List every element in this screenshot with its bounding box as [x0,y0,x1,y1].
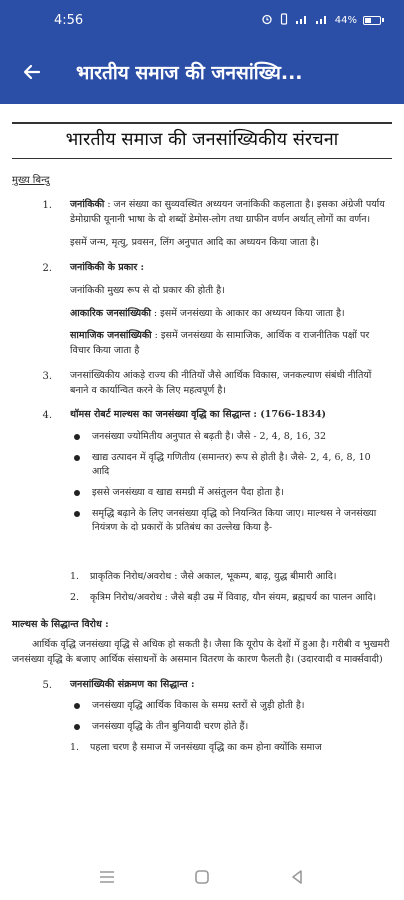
item-1-extra: इसमें जन्म, मृत्यु, प्रवसन, लिंग अनुपात आदि का अध्ययन किया जाता है। [70,236,320,248]
battery-icon [363,16,384,25]
item-text: जनसांख्यिकीय आंकड़े राज्य की नीतियों जैसे आर्थिक विकास, जनकल्याण संबंधी नीतियों बनाने व कार्यान्वित करने के लिए महत्वपूर्ण है। [70,369,372,396]
bullet-dot [74,434,80,440]
list-item-5 [0,678,404,694]
item-number: 4. [42,410,52,422]
sub-item [70,741,386,756]
sub-text: पहला चरण है समाज में जनसंख्या वृद्धि का कम होना क्योंकि समाज [90,741,322,753]
sub-number: 1. [70,741,80,753]
critique-text: आर्थिक वृद्धि जनसंख्या वृद्धि से अधिक हो सकती है। जैसा कि यूरोप के देशों में हुआ है। गरीबी व भुखमरी जनसंख्या वृद्धि के बजाए आर्थिक संसाधनों के असमान वितरण के कारण फैलती है। (उदारवादी व मार्क्सवादी) [12,639,390,666]
back-button[interactable] [14,54,50,90]
battery-text: 44% [334,14,357,26]
status-icons [261,13,384,28]
sub-text: कृत्रिम निरोध/अवरोध : जैसे बड़ी उम्र में विवाह, यौन संयम, ब्रह्मचर्य का पालन आदि। [90,591,377,603]
list-item-1 [0,198,404,227]
square-home-icon [194,869,210,885]
item-2-line: जनांकिकी मुख्य रूप से दो प्रकार की होती है। [70,285,225,297]
section-label: मुख्य बिन्दु [12,174,50,186]
bullet-dot [74,724,80,730]
signal-icon-2 [315,14,329,27]
bullet-dot [74,511,80,517]
bullet-text: जनसंख्या वृद्धि आर्थिक विकास के समग्र स्तरों से जुड़ी होती है। [92,700,305,712]
list-item-4 [0,408,404,424]
status-bar [0,0,404,40]
term-social: सामाजिक जनसांख्यिकी [70,330,152,342]
menu-lines-icon [98,870,116,884]
malthus-bullets [70,430,386,536]
status-time: 4:56 [54,12,84,28]
bullet-text: जनसंख्या वृद्धि के तीन बुनियादी चरण होते हैं। [92,720,249,732]
document-title-box [12,122,392,159]
item-heading: जनांकिकी के प्रकार : [70,261,145,273]
document-title: भारतीय समाज की जनसांख्यिकीय संरचना [65,129,339,150]
bullet-item [70,486,386,501]
item-number: 3. [42,370,52,382]
item-term: जनांकिकी [70,199,105,211]
item-number: 2. [42,262,52,274]
transition-bullets [70,699,386,734]
checks-sublist [70,570,386,605]
sub-item [70,570,386,585]
term-morphological: आकारिक जनसांख्यिकी [70,307,151,319]
term-text: : इसमें जनसंख्या के सामाजिक, आर्थिक व राजनीतिक पक्षों पर विचार किया जाता है [70,330,370,357]
system-nav-bar [0,854,404,900]
item-2-para-2 [70,329,386,358]
signal-icon [295,14,309,27]
item-number: 1. [42,200,52,212]
bullet-text: समृद्धि बढ़ाने के लिए जनसंख्या वृद्धि को नियन्त्रित किया जाए। माल्थस ने जनसंख्या नियंत्रण के दो प्रकारों के प्रतिबंध का उल्लेख किया है- [92,507,377,534]
bullet-text: खाद्य उत्पादन में वृद्धि गणितीय (समान्तर) रूप से होती है। जैसे- 2, 4, 6, 8, 10 आदि [92,451,371,478]
list-item-2 [0,261,404,277]
bullet-item [70,430,386,445]
bullet-text: जनसंख्या ज्योमितीय अनुपात से बढ़ती है। जैसे - 2, 4, 8, 16, 32 [92,430,327,442]
app-bar [0,40,404,104]
bullet-item [70,451,386,480]
sub-number: 2. [70,591,80,603]
bullet-dot [74,490,80,496]
critique-heading: माल्थस के सिद्धान्त विरोध : [12,618,109,630]
bullet-item [70,699,386,714]
bullet-dot [74,455,80,461]
sub-text: प्राकृतिक निरोध/अवरोध : जैसे अकाल, भूकम्प, बाढ़, युद्ध बीमारी आदि। [90,571,337,583]
vibrate-icon [279,13,289,28]
list-item-3 [0,369,404,398]
item-number: 5. [42,679,52,691]
triangle-back-icon [289,869,305,885]
document-viewer[interactable] [0,104,404,854]
item-2-para-1 [70,307,386,322]
home-button[interactable] [187,862,217,892]
alarm-icon [261,13,273,28]
sub-item [70,591,386,606]
bullet-item [70,720,386,735]
sub-number: 1. [70,571,80,583]
nav-back-button[interactable] [282,862,312,892]
recents-button[interactable] [92,862,122,892]
bullet-item [70,507,386,536]
item-text: : जन संख्या का सुव्यवस्थित अध्ययन जनांकिकी कहलाता है। इसका अंग्रेजी पर्याय डेमोग्राफी यूनानी भाषा के दो शब्दों डेमोस-लोग तथा ग्राफीन वर्णन अर्थात् लोगों का वर्णन। [70,199,385,226]
item-heading: जनसांख्यिकी संक्रमण का सिद्धान्त : [70,678,195,690]
transition-sublist [70,741,386,756]
item-heading: थॉमस रोबर्ट माल्थस का जनसंख्या वृद्धि का सिद्धान्त : (1766-1834) [70,409,327,421]
bullet-dot [74,703,80,709]
arrow-left-icon [22,62,42,82]
bullet-text: इससे जनसंख्या व खाद्य समग्री में असंतुलन पैदा होता है। [92,487,284,499]
term-text: : इसमें जनसंख्या के आकार का अध्ययन किया जाता है। [150,307,345,319]
page-title: भारतीय समाज की जनसांख्यि... [76,62,303,84]
